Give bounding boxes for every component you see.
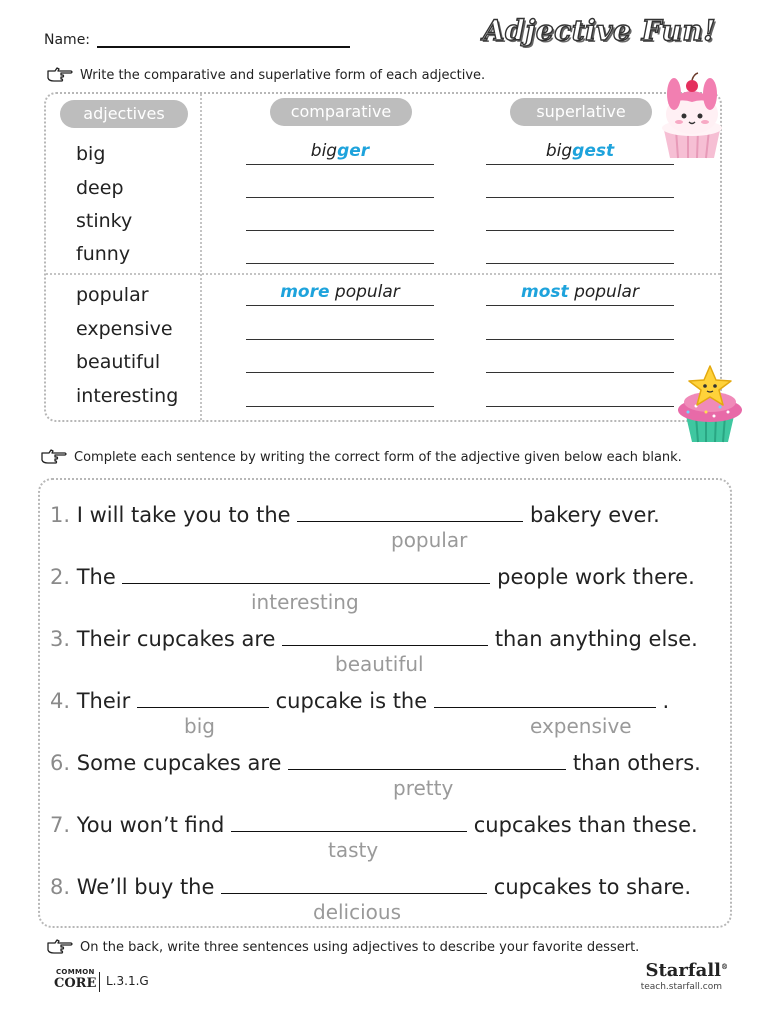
- blank-beautiful-comparative[interactable]: [246, 372, 434, 373]
- sentence-7-cue: tasty: [328, 838, 379, 862]
- sentence-7-blank[interactable]: [231, 813, 467, 832]
- blank-funny-comparative[interactable]: [246, 263, 434, 264]
- adjective-funny: funny: [76, 243, 131, 265]
- example-bigger: bigger: [310, 141, 370, 161]
- sentence-2-blank[interactable]: [122, 565, 490, 584]
- instruction-1: [46, 66, 485, 84]
- page-title: Adjective Fun!: [482, 14, 716, 47]
- sentence-8: 8. We’ll buy the cupcakes to share.: [50, 875, 691, 899]
- sentence-2-cue: interesting: [251, 590, 359, 614]
- pointing-hand-icon: [46, 66, 74, 84]
- blank-deep-comparative[interactable]: [246, 197, 434, 198]
- sentence-3-blank[interactable]: [282, 627, 488, 646]
- name-field[interactable]: [97, 46, 350, 48]
- sentence-1: 1. I will take you to the bakery ever.: [50, 503, 660, 527]
- header-superlative: superlative: [510, 98, 652, 126]
- instruction-2: [40, 448, 682, 466]
- pointing-hand-icon: [40, 448, 68, 466]
- adjective-popular: popular: [76, 284, 149, 306]
- adjective-stinky: stinky: [76, 210, 133, 232]
- blank-stinky-superlative[interactable]: [486, 230, 674, 231]
- footer-divider: [99, 972, 100, 992]
- sentence-number: 2.: [50, 565, 71, 589]
- blank-big-superlative[interactable]: [486, 164, 674, 165]
- brand-logo: Starfall®: [645, 960, 728, 981]
- instruction-3-text: On the back, write three sentences using adjectives to describe your favorite dessert.: [80, 939, 640, 955]
- blank-expensive-superlative[interactable]: [486, 339, 674, 340]
- sentence-6: 6. Some cupcakes are than others.: [50, 751, 701, 775]
- header-comparative: comparative: [270, 98, 412, 126]
- sentence-1-blank[interactable]: [297, 503, 523, 522]
- instruction-2-text: Complete each sentence by writing the correct form of the adjective given below each blank.: [74, 449, 682, 465]
- sentence-6-cue: pretty: [393, 776, 454, 800]
- sentence-3: 3. Their cupcakes are than anything else.: [50, 627, 698, 651]
- common-core-label-bottom: CORE: [54, 976, 97, 991]
- instruction-1-text: Write the comparative and superlative form of each adjective.: [80, 67, 486, 83]
- sentence-number: 1.: [50, 503, 71, 527]
- blank-deep-superlative[interactable]: [486, 197, 674, 198]
- common-core-label-top: COMMON: [56, 968, 95, 976]
- sentence-6-blank[interactable]: [288, 751, 566, 770]
- adjective-interesting: interesting: [76, 385, 179, 407]
- standard-code: L.3.1.G: [106, 974, 149, 988]
- sentence-7: 7. You won’t find cupcakes than these.: [50, 813, 698, 837]
- sentence-number: 8.: [50, 875, 71, 899]
- sentence-number: 6.: [50, 751, 71, 775]
- sentence-4-blank-2[interactable]: [434, 689, 656, 708]
- blank-big-comparative[interactable]: [246, 164, 434, 165]
- sentence-2: 2. The people work there.: [50, 565, 695, 589]
- table-column-divider: [200, 94, 202, 420]
- adjective-beautiful: beautiful: [76, 351, 161, 373]
- sentence-number: 3.: [50, 627, 71, 651]
- sentence-3-cue: beautiful: [335, 652, 424, 676]
- blank-stinky-comparative[interactable]: [246, 230, 434, 231]
- sentence-8-cue: delicious: [313, 900, 401, 924]
- pointing-hand-icon: [46, 938, 74, 956]
- example-most-popular: most popular: [521, 282, 639, 302]
- sentence-8-blank[interactable]: [221, 875, 487, 894]
- table-row-divider: [46, 273, 720, 275]
- blank-popular-comparative[interactable]: [246, 305, 434, 306]
- blank-funny-superlative[interactable]: [486, 263, 674, 264]
- blank-expensive-comparative[interactable]: [246, 339, 434, 340]
- sentence-4-blank-1[interactable]: [137, 689, 269, 708]
- adjective-deep: deep: [76, 177, 124, 199]
- adjective-big: big: [76, 143, 106, 165]
- example-more-popular: more popular: [280, 282, 400, 302]
- example-biggest: biggest: [545, 141, 615, 161]
- sentence-number: 4.: [50, 689, 71, 713]
- sentence-1-cue: popular: [391, 528, 468, 552]
- star-cupcake-icon: [672, 362, 748, 444]
- blank-beautiful-superlative[interactable]: [486, 372, 674, 373]
- sentence-4-cue-2: expensive: [530, 714, 632, 738]
- brand-url: teach.starfall.com: [640, 982, 722, 992]
- header-adjectives: adjectives: [60, 100, 188, 128]
- instruction-3: [46, 938, 639, 956]
- sentence-number: 7.: [50, 813, 71, 837]
- sentence-4-cue-1: big: [184, 714, 215, 738]
- sentence-4: 4. Their cupcake is the .: [50, 689, 670, 713]
- adjective-expensive: expensive: [76, 318, 173, 340]
- blank-interesting-superlative[interactable]: [486, 406, 674, 407]
- name-label: Name:: [44, 32, 91, 48]
- blank-popular-superlative[interactable]: [486, 305, 674, 306]
- blank-interesting-comparative[interactable]: [246, 406, 434, 407]
